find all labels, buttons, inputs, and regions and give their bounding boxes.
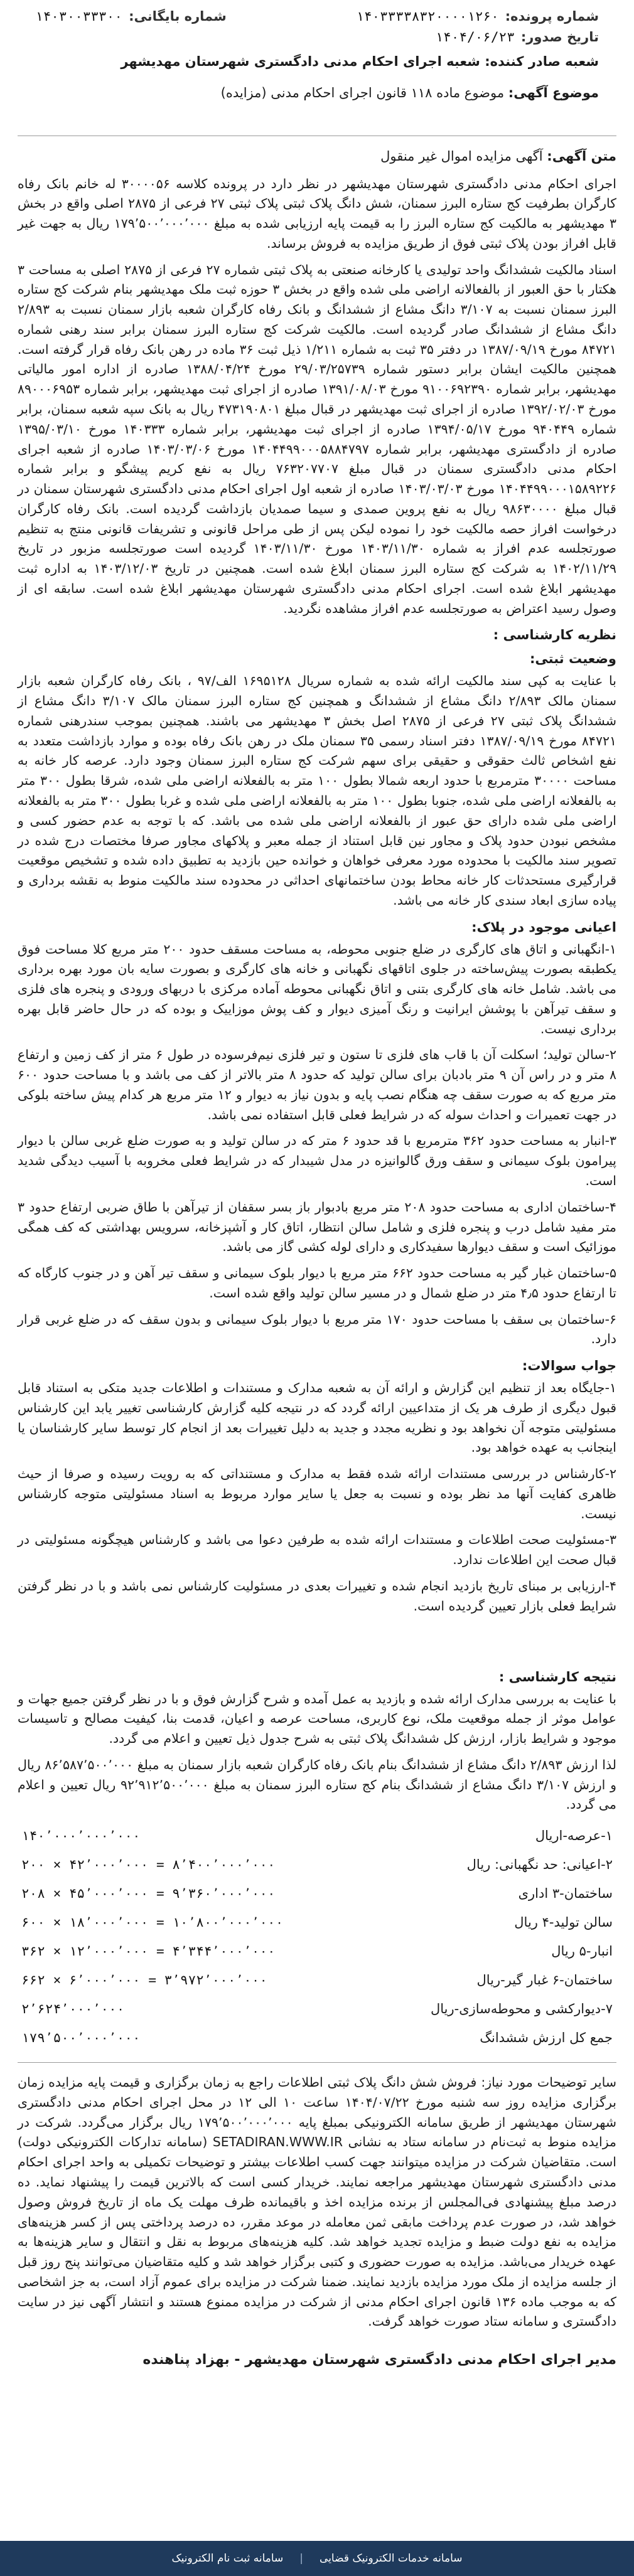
valuation-value: ۱۴۰٬۰۰۰٬۰۰۰٬۰۰۰ xyxy=(21,1828,141,1844)
issuer xyxy=(35,54,599,69)
building-item: ۴-ساختمان اداری به مساحت حدود ۲۰۸ متر مربع بادبوار باز بسر سقفان از تیرآهن با طاق ضربی ارتفاع حدود ۳ متر مفید شامل درب و پنجره فلزی و شامل سالن انتظار، اتاق کار و آشپزخانه، سرویس بهداشتی که کف همگی موزائیک است و سقف دیوارها سفیدکاری و دارای لوله کشی گاز می باشد. xyxy=(18,1199,616,1255)
valuation-row xyxy=(18,1879,616,1908)
conditions-paragraph: سایر توضیحات مورد نیاز: فروش شش دانگ پلاک ثبتی اطلاعات راجع به زمان برگزاری و قیمت پایه مزایده زمان برگزاری مزایده روز سه شنبه مورخ ۱۴۰۴/۰۷/۲۲ ساعت ۱۰ الی ۱۲ در محل اجرای احکام مدنی دادگستری شهرستان مهدیشهر از طریق سامانه الکترونیکی بمبلغ پایه ۱۷۹٬۵۰۰٬۰۰۰٬۰۰۰ ریال برگزار می‌گردد. شرکت در مزایده منوط به ثبت‌نام در سامانه ستاد به نشانی SETADIRAN.WWW.IR (سامانه تدارکات الکترونیکی دولت) است. متقاضیان شرکت در مزایده میتوانند جهت کسب اطلاعات بیشتر و توضیحات تکمیلی به واحد اجرای احکام مدنی دادگستری شهرستان مهدیشهر مراجعه نمایند. خریدار کسی است که بالاترین قیمت را پیشنهاد نماید. ده درصد مبلغ پیشنهادی فی‌المجلس از برنده مزایده اخذ و باقیمانده ظرف مهلت یک ماه از تاریخ فروش وصول خواهد شد، در صورت عدم پرداخت مابقی ثمن معامله در موعد مقرر، ده درصد پرداختی پس از کسر هزینه‌های مزایده به نفع دولت ضبط و مزایده تجدید خواهد شد. کلیه هزینه‌های مربوط به نقل و انتقال و سایر هزینه‌ها به عهده خریدار می‌باشد. مزایده به صورت حضوری و کتبی برگزار خواهد شد و کلیه متقاضیان می‌توانند پنج روز قبل از جلسه مزایده از ملک مورد مزایده بازدید نمایند. ضمنا شرکت در مزایده برای عموم آزاد است، به جز اشخاصی که به موجب ماده ۱۳۶ قانون اجرای احکام مدنی از شرکت در مزایده ممنوع هستند و انتشار آگهی نیز در سایت دادگستری و سامانه ستاد صورت خواهد گرفت. xyxy=(18,2075,617,2329)
valuation-item: ۷-دیوارکشی و محوطه‌سازی-ریال xyxy=(430,2001,613,2017)
valuation-value: ۲۰۸ × ۴۵٬۰۰۰٬۰۰۰ = ۹٬۳۶۰٬۰۰۰٬۰۰۰ xyxy=(21,1886,276,1902)
building-item: ۵-ساختمان غبار گیر به مساحت حدود ۶۶۲ متر مربع با دیوار بلوک سیمانی و سقف تیر آهن و در جنوب کارگاه که تا ارتفاع حدود ۴٫۵ متر در ضلع شمال و در مسیر سالن تولید واقع شده است. xyxy=(18,1265,616,1301)
valuation-table xyxy=(18,1821,616,2052)
building-item: ۱-انگهبانی و اتاق های کارگری در ضلع جنوبی محوطه، به مساحت مسقف حدود ۲۰۰ متر مربع کلا مساحت فوق یکطبقه بصورت پیش‌ساخته در جلوی اتاقهای نگهبانی و خانه های کارگری و بصورت سایه بان مورد بهره برداری می باشد. شامل خانه های کارگری بتنی و اتاق نگهبانی محوطه آماده مرکزی با دربهای ورودی و پنجره های فلزی و سقف تیرآهن با پوشش ایرانیت و رنگ آمیزی دیوار و کف پوش موزاییک و بوده که در حال حاضر قابل بهره برداری نیست. xyxy=(18,941,616,1036)
signature: مدیر اجرای احکام مدنی دادگستری شهرستان مهدیشهر - بهزاد پناهنده xyxy=(142,2352,616,2368)
building-item: ۶-ساختمان بی سقف با مساحت حدود ۱۷۰ متر مربع با دیوار بلوک سیمانی و بدون سقف که در ضلع غربی قرار دارد. xyxy=(18,1311,616,1347)
valuation-item: ۲-اعیانی: حد نگهبانی: ریال xyxy=(466,1857,613,1873)
intro-paragraph: اجرای احکام مدنی دادگستری شهرستان مهدیشهر در نظر دارد در پرونده کلاسه ۳۰۰۰۰۵۶ له خانم بانک رفاه کارگران بطرفیت کج ستاره البرز سمنان، شش دانگ پلاک ثبتی پلاک ثبتی ۲۷ فرعی از ۲۸۷۵ اصلی واقع در بخش ۳ مهدیشهر به مالکیت کج ستاره البرز را به قیمت پایه ارزیابی شده به مبلغ ۱۷۹٬۵۰۰٬۰۰۰٬۰۰۰ ریال به جهت غیر قابل افراز بودن پلاک ثبتی فوق از طریق مزایده به فروش برساند. xyxy=(18,176,617,251)
header-left xyxy=(35,9,311,24)
valuation-row xyxy=(18,1937,616,1966)
answers-heading: جواب سوالات: xyxy=(522,1358,616,1374)
issuer-label: شعبه صادر کننده: xyxy=(485,54,599,69)
valuation-item: انبار-۵ ریال xyxy=(551,1944,613,1959)
notice-title xyxy=(18,146,616,167)
record-number-value: ۱۴۰۳۰۰۳۳۳۰۰ xyxy=(35,9,123,24)
issue-date-value: ۱۴۰۴/۰۶/۲۳ xyxy=(435,29,515,45)
answer-item: ۲-کارشناس در بررسی مستندات ارائه شده فقط به مدارک و مستنداتی که به رویت رسیده و صرفا از حیث ظاهری کفایت آنها مد نظر بوده و نسبت به جعل یا سایر موارد مربوط به اسناد مسئولیتی متوجه کارشناس نیست. xyxy=(18,1466,616,1521)
notice-title-text: آگهی مزایده اموال غیر منقول xyxy=(380,149,543,164)
footer-registry-link[interactable]: سامانه ثبت نام الکترونیک xyxy=(171,2552,284,2565)
result-paragraph: با عنایت به بررسی مدارک ارائه شده و بازدید به عمل آمده و شرح گزارش فوق و با در نظر گرفتن جمیع جهات و عوامل موثر از جمله موقعیت ملک، نوع کاربری، مساحت عرصه و اعیان، قدمت بنا، کیفیت مصالح و تاسیسات موجود و شرایط بازار، ارزش کل ششدانگ پلاک ثبتی به شرح جدول ذیل تعیین و اعلام می گردد. xyxy=(18,1691,616,1747)
answer-item: ۴-ارزیابی بر مبنای تاریخ بازدید انجام شده و تغییرات بعدی در مسئولیت کارشناس نمی باشد و با در نظر گرفتن شرایط فعلی بازار تعیین گردیده است. xyxy=(18,1578,616,1614)
valuation-value: ۲۰۰ × ۴۲٬۰۰۰٬۰۰۰ = ۸٬۴۰۰٬۰۰۰٬۰۰۰ xyxy=(21,1857,276,1873)
valuation-item: ساختمان-۳ اداری xyxy=(518,1886,613,1902)
record-number xyxy=(35,9,311,24)
subject xyxy=(35,83,599,104)
document-header xyxy=(18,0,616,125)
valuation-row xyxy=(18,1994,616,2023)
valuation-row xyxy=(18,2023,616,2052)
footer-site-link[interactable]: سامانه خدمات الکترونیک قضایی xyxy=(320,2552,463,2565)
answer-item: ۳-مسئولیت صحت اطلاعات و مستندات ارائه شده به طرفین دعوا می باشد و کارشناس هیچگونه مسئولیتی در قبال صحت این اطلاعات ندارد. xyxy=(18,1532,616,1568)
valuation-value: ۶۶۲ × ۶٬۰۰۰٬۰۰۰ = ۳٬۹۷۲٬۰۰۰٬۰۰۰ xyxy=(21,1972,268,1988)
answer-item: ۱-جایگاه بعد از تنظیم این گزارش و ارائه آن به شعبه مدارک و مستندات و اطلاعات جدید متکی به استناد قابل قبول دیگری از طرف هر یک از متداعیین ارائه گردد که در نتیجه کلیه گزارش کارشناسی تغییر یابد این کارشناس مسئولیتی متوجه آن نخواهد بود و نظریه مجدد و جدید به دلیل تغییرات بعد از انجام کار توسط سایر کارشناسان یا اینجانب به عهده خواهد بود. xyxy=(18,1380,616,1456)
valuation-item: جمع کل ارزش ششدانگ xyxy=(480,2030,613,2046)
issue-date xyxy=(304,29,599,45)
intro-paragraph: اسناد مالکیت ششدانگ واحد تولیدی یا کارخانه صنعتی به پلاک ثبتی شماره ۲۷ فرعی از ۲۸۷۵ اصلی به مساحت ۳ هکتار با حق العبور از بالفعالانه اراضی ملی شده واقع در بخش ۳ حوزه ثبت ملک مهدیشهر بنام شرکت کج ستاره البرز سمنان نسبت به ۳/۱۰۷ دانگ مشاع از ششدانگ و بانک رفاه کارگران شعبه بازار سمنان نسبت به ۲/۸۹۳ دانگ مشاع از ششدانگ صادر گردیده است. مالکیت شرکت کج ستاره البرز سمنان برابر سند رهنی شماره ۸۴۷۲۱ مورخ ۱۳۸۷/۰۹/۱۹ در دفتر ۳۵ ثبت به شماره ۱/۲۱۱ ذیل ثبت ۳۶ ماده در رهن بانک رفاه قرار گرفته است. همچنین مالکیت ایشان برابر دستور شماره ۲۹/۰۳/۲۵۷۳۹ مورخ ۱۳۸۸/۰۴/۲۴ صادره از اداره امور مالیاتی مهدیشهر، برابر شماره ۹۱۰۰۶۹۲۳۹۰ مورخ ۱۳۹۱/۰۸/۰۳ صادره از اجرای ثبت مهدیشهر، برابر شماره ۸۹۰۰۰۶۹۵۳ مورخ ۱۳۹۲/۰۲/۰۳ صادره از اجرای ثبت مهدیشهر در قبال مبلغ ۴۷۳۱۹۰۸۰۱ ریال به بانک سپه شعبه سمنان، برابر شماره ۹۴۰۴۴۹ مورخ ۱۳۹۴/۰۵/۱۷ صادره از اجرای ثبت مهدیشهر، برابر شماره ۱۴۰۳۳۳ مورخ ۱۳۹۵/۰۳/۱۰ صادره از دادگستری مهدیشهر، برابر شماره ۱۴۰۴۴۹۹۰۰۰۵۸۸۴۷۹۷ مورخ ۱۴۰۳/۰۳/۰۶ صادره از شعبه اجرای احکام مدنی دادگستری سمنان در قبال مبلغ ۷۶۳۲۰۷۷۰۷ ریال به نفع کریم پیشگو و برابر شماره ۱۴۰۴۴۹۹۰۰۰۱۵۸۹۲۲۶ مورخ ۱۴۰۳/۰۳/۰۳ صادره از شعبه اول اجرای احکام مدنی دادگستری شهرستان سمنان در قبال مبلغ ۹۸۶۳۰۰۰۰ ریال به نفع پروین صمدی و سیما صمدیان بازداشت گردیده است. بانک رفاه کارگران درخواست افراز حصه مالکیت خود را نموده لیکن پس از طی مراحل قانونی و تشریفات قانونی منتج به تنظیم صورتجلسه عدم افراز به شماره ۱۴۰۳/۱۱/۳۰ مورخ ۱۴۰۳/۱۱/۳۰ گردیده است صورتجلسه مزبور در تاریخ ۱۴۰۲/۱۱/۲۹ به شرکت کج ستاره البرز سمنان ابلاغ شده است. همچنین در تاریخ ۱۴۰۳/۱۲/۰۳ به اداره ثبت مهدیشهر ابلاغ شده است. اجرای احکام مدنی دادگستری شهرستان مهدیشهر ابلاغ شده است. سابقه ای از وصول رسید اعتراض به صورتجلسه عدم افراز مشاهده نگردید. xyxy=(18,262,616,616)
expert-heading: نظریه کارشناسی : xyxy=(493,627,616,643)
footer-separator: | xyxy=(299,2552,304,2565)
valuation-value: ۲٬۶۲۴٬۰۰۰٬۰۰۰ xyxy=(21,2001,125,2017)
issue-date-label: تاریخ صدور: xyxy=(520,29,599,45)
subject-label: موضوع آگهی: xyxy=(508,85,599,100)
valuation-row xyxy=(18,1908,616,1937)
issuer-row xyxy=(35,50,599,104)
valuation-item: ۱-عرصه-اریال xyxy=(535,1828,613,1844)
result-heading: نتیجه کارشناسی : xyxy=(498,1669,616,1685)
valuation-value: ۶۰۰ × ۱۸٬۰۰۰٬۰۰۰ = ۱۰٬۸۰۰٬۰۰۰٬۰۰۰ xyxy=(21,1915,284,1930)
record-number-label: شماره بایگانی: xyxy=(129,9,227,24)
valuation-row xyxy=(18,1821,616,1850)
valuation-item: ساختمان-۶ غبار گیر-ریال xyxy=(476,1972,613,1988)
header-right xyxy=(304,9,599,45)
valuation-value: ۳۶۲ × ۱۲٬۰۰۰٬۰۰۰ = ۴٬۳۴۴٬۰۰۰٬۰۰۰ xyxy=(21,1944,276,1959)
building-item: ۲-سالن تولید؛ اسکلت آن با قاب های فلزی تا ستون و تیر فلزی نیم‌فرسوده در طول ۶ متر از کف زمین و ارتفاع ۸ متر و در راس آن ۹ متر بادبان برای سالن تولید که حدود ۸ متر بالاتر از کف می باشد و با مساحت حدود ۶۰۰ متر مربع که به صورت سقف چه هنگام نصب پایه و بدون نیاز به دیوار و ۱۲ متر مربع هر کدام پیش ساخته بلوکی در جهت تعمیرات و احداث سوله که در شرایط فعلی قابل استفاده نمی باشد. xyxy=(18,1047,616,1122)
valuation-row xyxy=(18,1966,616,1994)
notice-title-label: متن آگهی: xyxy=(547,149,616,164)
subject-text: موضوع ماده ۱۱۸ قانون اجرای احکام مدنی (مزایده) xyxy=(220,85,505,100)
case-number-value: ۱۴۰۳۳۳۳۸۳۲۰۰۰۰۱۲۶۰ xyxy=(356,9,499,24)
status-heading: وضعیت ثبتی: xyxy=(530,651,616,667)
valuation-item: سالن تولید-۴ ریال xyxy=(514,1915,613,1930)
issuer-value: شعبه اجرای احکام مدنی دادگستری شهرستان مهدیشهر xyxy=(121,54,480,69)
case-number-label: شماره پرونده: xyxy=(505,9,599,24)
valuation-value: ۱۷۹٬۵۰۰٬۰۰۰٬۰۰۰ xyxy=(21,2030,141,2046)
buildings-heading: اعیانی موجود در پلاک: xyxy=(471,919,616,935)
spacer xyxy=(18,1623,616,1661)
valuation-table-body xyxy=(18,1821,616,2052)
case-number xyxy=(304,9,599,24)
status-paragraph: با عنایت به کپی سند مالکیت ارائه شده به شماره سریال ۱۶۹۵۱۲۸ الف/۹۷ ، بانک رفاه کارگران شعبه بازار سمنان مالک ۲/۸۹۳ دانگ مشاع از ششدانگ و همچنین کج ستاره البرز سمنان مالک ۳/۱۰۷ دانگ مشاع از ششدانگ پلاک ثبتی ۲۷ فرعی از ۲۸۷۵ اصل بخش ۳ مهدیشهر می باشند. همچنین بموجب سندرهنی شماره ۸۴۷۲۱ مورخ ۱۳۸۷/۰۹/۱۹ دفتر اسناد رسمی ۳۵ سمنان ملک در رهن بانک رفاه بوده و موارد بازداشت متعدد به نفع اشخاص ثالث حقوقی و حقیقی برای سهم شرکت کج ستاره البرز سمنان وجود دارد. عرصه کار خانه به مساحت ۳۰۰۰۰ مترمربع با حدود اربعه شمالا بطول ۱۰۰ متر به بالفعلانه اراضی ملی شده، شرقا بطول ۳۰۰ متر به بالفعلانه اراضی ملی شده، جنوبا بطول ۱۰۰ متر به بالفعلانه اراضی ملی شده و غربا بطول ۳۰۰ متر به بالفعلانه اراضی ملی شده دارای حق عبور از بالفعلانه اراضی ملی شده می باشد. که با توجه به عدم حضور کسی و مشخص نبودن حدود پلاک و مجاور نین قابل استناد از جمله معبر و پلاکهای مجاور صرفا مختصات درج شده در تصویر سند مالکیت با محدوده مورد معرفی خواهان و خوانده حین بازدید به تطبیق داده شده و تشخیص موقعیت قرارگیری مستحدثات کار خانه محاط بودن ساختمانهای احداثی در محدوده سند مالکیت منوط به نقشه برداری و پیاده سازی ابعاد سندی کار خانه می باشد. xyxy=(18,673,617,908)
divider xyxy=(18,2062,616,2063)
footer-bar xyxy=(0,2541,634,2576)
valuation-row xyxy=(18,1850,616,1879)
building-item: ۳-انبار به مساحت حدود ۳۶۲ مترمربع با قد حدود ۶ متر که در سالن تولید و به صورت ضلع غربی سالن با دیوار پیرامون بلوک سیمانی و سقف ورق گالوانیزه در مدل شیبدار که در شرایط فعلی مخروبه با آسیب دیدگی شدید است. xyxy=(18,1133,616,1188)
result-paragraph: لذا ارزش ۲/۸۹۳ دانگ مشاع از ششدانگ بنام بانک رفاه کارگران شعبه بازار سمنان به مبلغ ۸۶٬۵۸۷٬۵۰۰٬۰۰۰ ریال و ارزش ۳/۱۰۷ دانگ مشاع از ششدانگ بنام کج ستاره البرز سمنان به مبلغ ۹۲٬۹۱۲٬۵۰۰٬۰۰۰ ریال تعیین و اعلام می گردد. xyxy=(18,1757,616,1812)
